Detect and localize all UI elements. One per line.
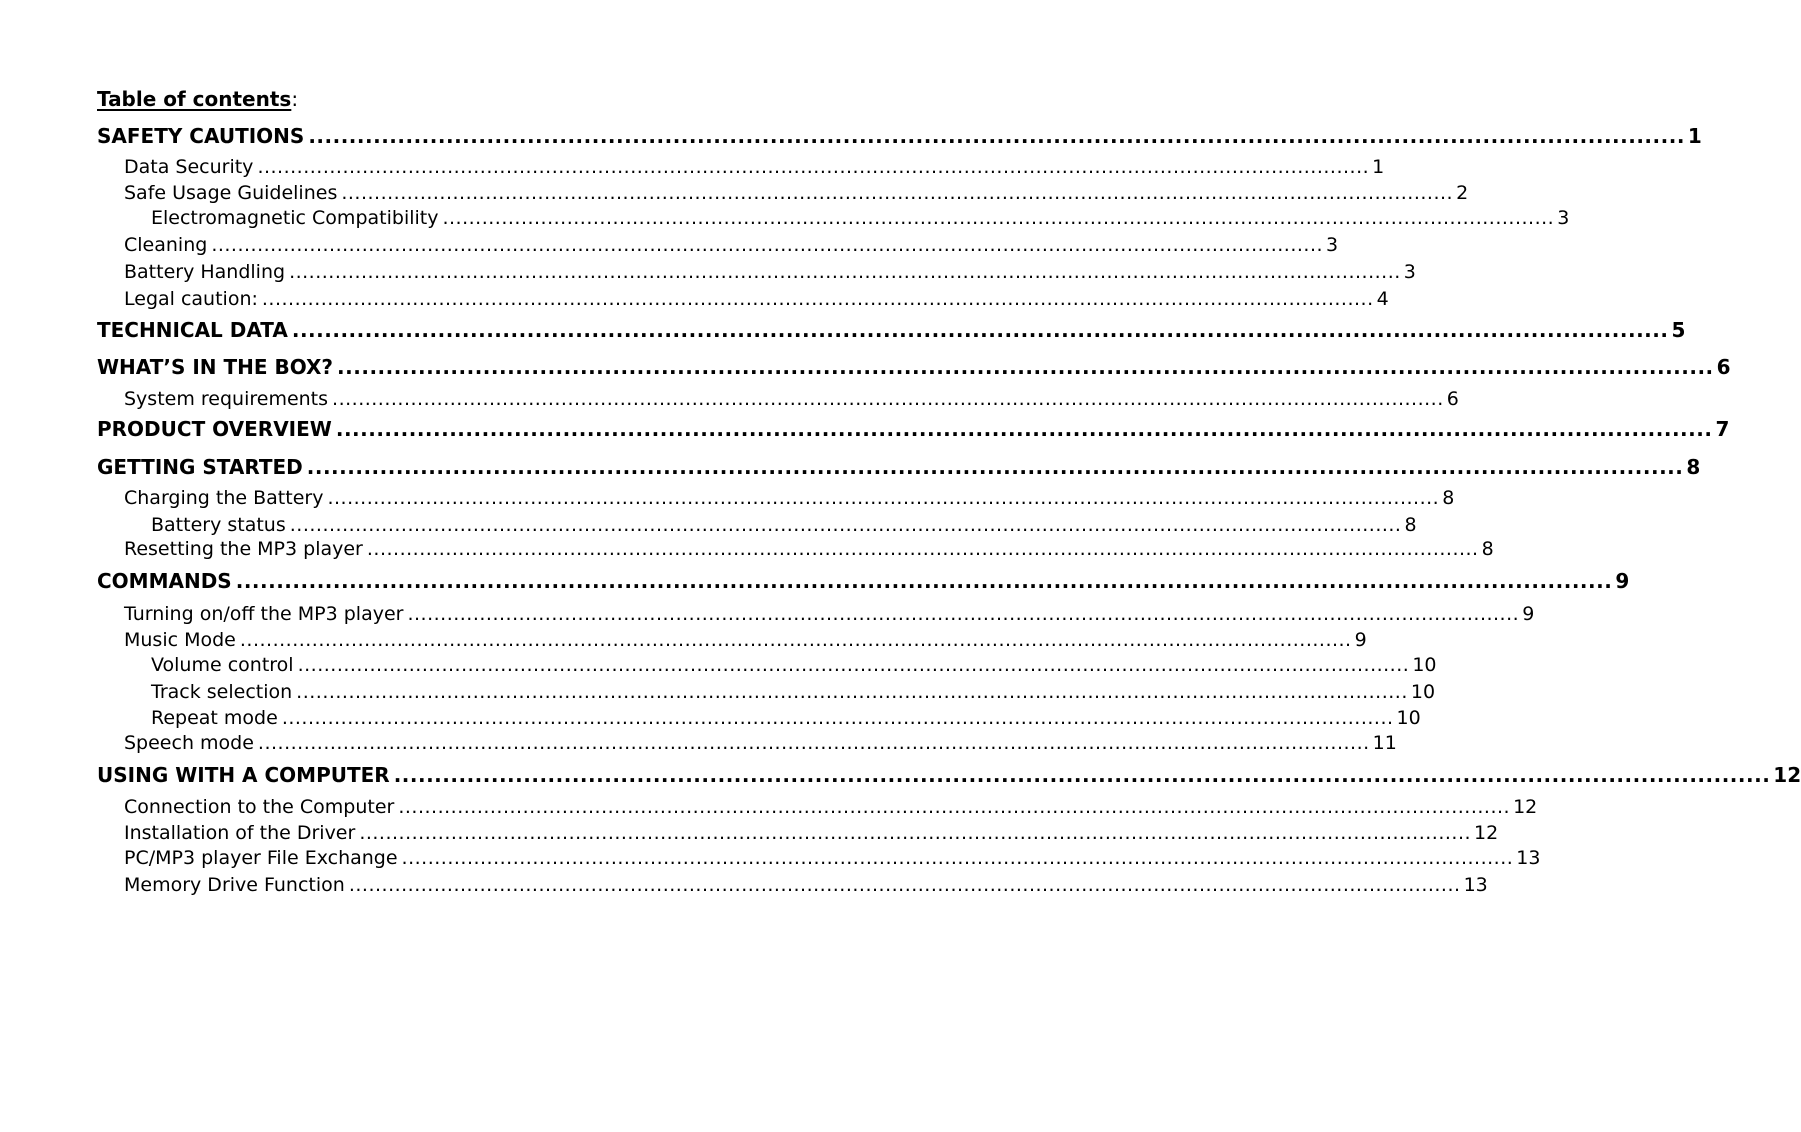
toc-entry-whats-in-the-box[interactable]	[97, 355, 1731, 383]
toc-entry-track-selection[interactable]	[151, 681, 1436, 709]
toc-entry-page: 8	[1686, 455, 1701, 479]
dot-leader: ..........................................................................................................................................................................	[393, 763, 1771, 787]
toc-entry-connection-to-the-computer[interactable]	[124, 796, 1538, 824]
toc-entry-legal-caution[interactable]	[124, 288, 1389, 316]
toc-entry-memory-drive-function[interactable]	[124, 874, 1488, 902]
toc-entry-title: WHAT’S IN THE BOX?	[97, 355, 334, 379]
toc-entry-page: 2	[1456, 182, 1469, 204]
toc-entry-commands[interactable]	[97, 569, 1630, 597]
toc-entry-page: 12	[1474, 822, 1499, 844]
toc-entry-title: Legal caution:	[124, 288, 258, 310]
toc-entry-page: 12	[1773, 763, 1801, 787]
toc-entry-getting-started[interactable]	[97, 455, 1701, 483]
toc-entry-page: 12	[1513, 796, 1538, 818]
dot-leader: ..........................................................................................................................................................................	[289, 261, 1401, 283]
toc-entry-page: 6	[1446, 388, 1459, 410]
toc-entry-title: Track selection	[151, 681, 293, 703]
dot-leader: ..........................................................................................................................................................................	[257, 156, 1370, 178]
toc-entry-page: 3	[1557, 207, 1570, 229]
dot-leader: ..........................................................................................................................................................................	[211, 234, 1324, 256]
toc-entry-title: Cleaning	[124, 234, 208, 256]
toc-entry-title: USING WITH A COMPUTER	[97, 763, 390, 787]
toc-entry-page: 9	[1615, 569, 1630, 593]
toc-entry-title: PRODUCT OVERVIEW	[97, 417, 332, 441]
toc-entry-title: Turning on/off the MP3 player	[124, 603, 404, 625]
toc-entry-title: Connection to the Computer	[124, 796, 395, 818]
toc-entry-battery-handling[interactable]	[124, 261, 1416, 289]
toc-entry-title: Installation of the Driver	[124, 822, 356, 844]
toc-entry-title: Repeat mode	[151, 707, 278, 729]
dot-leader: ..........................................................................................................................................................................	[407, 603, 1520, 625]
toc-entry-page: 9	[1522, 603, 1535, 625]
toc-entry-title: PC/MP3 player File Exchange	[124, 847, 398, 869]
dot-leader: ..........................................................................................................................................................................	[281, 707, 1394, 729]
toc-entry-title: Safe Usage Guidelines	[124, 182, 338, 204]
dot-leader: ..........................................................................................................................................................................	[261, 288, 1374, 310]
toc-heading	[97, 86, 298, 112]
toc-entry-title: Battery Handling	[124, 261, 286, 283]
toc-entry-title: Data Security	[124, 156, 254, 178]
toc-heading-text: Table of contents	[97, 87, 292, 111]
toc-entry-page: 10	[1396, 707, 1421, 729]
toc-entry-page: 13	[1516, 847, 1541, 869]
dot-leader: ..........................................................................................................................................................................	[348, 874, 1461, 896]
dot-leader: ..........................................................................................................................................................................	[297, 654, 1410, 676]
toc-entry-page: 6	[1716, 355, 1731, 379]
toc-entry-electromagnetic-compatibility[interactable]	[151, 207, 1570, 235]
toc-entry-page: 10	[1410, 681, 1436, 703]
toc-entry-page: 8	[1404, 514, 1417, 536]
toc-entry-safety-cautions[interactable]	[97, 124, 1702, 152]
dot-leader: ..........................................................................................................................................................................	[296, 681, 1408, 703]
toc-entry-volume-control[interactable]	[151, 654, 1437, 682]
dot-leader: ..........................................................................................................................................................................	[306, 455, 1684, 479]
dot-leader: ..........................................................................................................................................................................	[366, 538, 1479, 560]
toc-entry-music-mode[interactable]	[124, 629, 1367, 657]
toc-entry-page: 10	[1412, 654, 1437, 676]
toc-entry-data-security[interactable]	[124, 156, 1385, 184]
dot-leader: ..........................................................................................................................................................................	[291, 318, 1669, 342]
toc-entry-title: Memory Drive Function	[124, 874, 345, 896]
dot-leader: ..........................................................................................................................................................................	[401, 847, 1514, 869]
toc-entry-page: 4	[1376, 288, 1389, 310]
toc-entry-title: Electromagnetic Compatibility	[151, 207, 439, 229]
toc-heading-colon: :	[291, 87, 299, 111]
toc-entry-title: SAFETY CAUTIONS	[97, 124, 305, 148]
dot-leader: ..........................................................................................................................................................................	[289, 514, 1402, 536]
toc-entry-title: Resetting the MP3 player	[124, 538, 363, 560]
toc-entry-pc-mp3-file-exchange[interactable]	[124, 847, 1541, 875]
toc-entry-title: Music Mode	[124, 629, 236, 651]
toc-entry-installation-of-the-driver[interactable]	[124, 822, 1499, 850]
toc-entry-title: COMMANDS	[97, 569, 232, 593]
dot-leader: ..........................................................................................................................................................................	[398, 796, 1511, 818]
toc-entry-title: Speech mode	[124, 732, 254, 754]
toc-entry-resetting-the-mp3-player[interactable]	[124, 538, 1494, 566]
toc-entry-charging-the-battery[interactable]	[124, 487, 1455, 515]
toc-entry-page: 9	[1354, 629, 1367, 651]
toc-entry-page: 8	[1481, 538, 1494, 560]
toc-entry-page: 3	[1326, 234, 1339, 256]
toc-entry-turning-on-off[interactable]	[124, 603, 1535, 631]
toc-entry-speech-mode[interactable]	[124, 732, 1397, 760]
toc-entry-page: 8	[1442, 487, 1455, 509]
dot-leader: ..........................................................................................................................................................................	[332, 388, 1444, 410]
toc-entry-repeat-mode[interactable]	[151, 707, 1421, 735]
toc-entry-using-with-a-computer[interactable]	[97, 763, 1801, 791]
toc-entry-title: System requirements	[124, 388, 329, 410]
dot-leader: ..........................................................................................................................................................................	[308, 124, 1685, 148]
toc-entry-page: 5	[1671, 318, 1686, 342]
toc-entry-page: 13	[1463, 874, 1488, 896]
toc-entry-page: 1	[1687, 124, 1702, 148]
toc-entry-system-requirements[interactable]	[124, 388, 1459, 416]
toc-entry-title: GETTING STARTED	[97, 455, 303, 479]
toc-entry-page: 7	[1715, 417, 1730, 441]
dot-leader: ..........................................................................................................................................................................	[442, 207, 1555, 229]
toc-entry-technical-data[interactable]	[97, 318, 1686, 346]
toc-entry-title: Battery status	[151, 514, 286, 536]
dot-leader: ..........................................................................................................................................................................	[341, 182, 1454, 204]
toc-entry-title: Charging the Battery	[124, 487, 324, 509]
toc-entry-title: Volume control	[151, 654, 294, 676]
dot-leader: ..........................................................................................................................................................................	[335, 417, 1713, 441]
dot-leader: ..........................................................................................................................................................................	[359, 822, 1472, 844]
toc-entry-title: TECHNICAL DATA	[97, 318, 288, 342]
toc-entry-page: 1	[1372, 156, 1385, 178]
toc-entry-safe-usage-guidelines[interactable]	[124, 182, 1469, 210]
toc-entry-page: 3	[1403, 261, 1416, 283]
toc-entry-page: 11	[1372, 732, 1397, 754]
dot-leader: ..........................................................................................................................................................................	[327, 487, 1440, 509]
toc-entry-product-overview[interactable]	[97, 417, 1730, 445]
toc-entry-cleaning[interactable]	[124, 234, 1339, 262]
dot-leader: ..........................................................................................................................................................................	[337, 355, 1714, 379]
dot-leader: ..........................................................................................................................................................................	[235, 569, 1613, 593]
dot-leader: ..........................................................................................................................................................................	[239, 629, 1352, 651]
dot-leader: ..........................................................................................................................................................................	[257, 732, 1370, 754]
